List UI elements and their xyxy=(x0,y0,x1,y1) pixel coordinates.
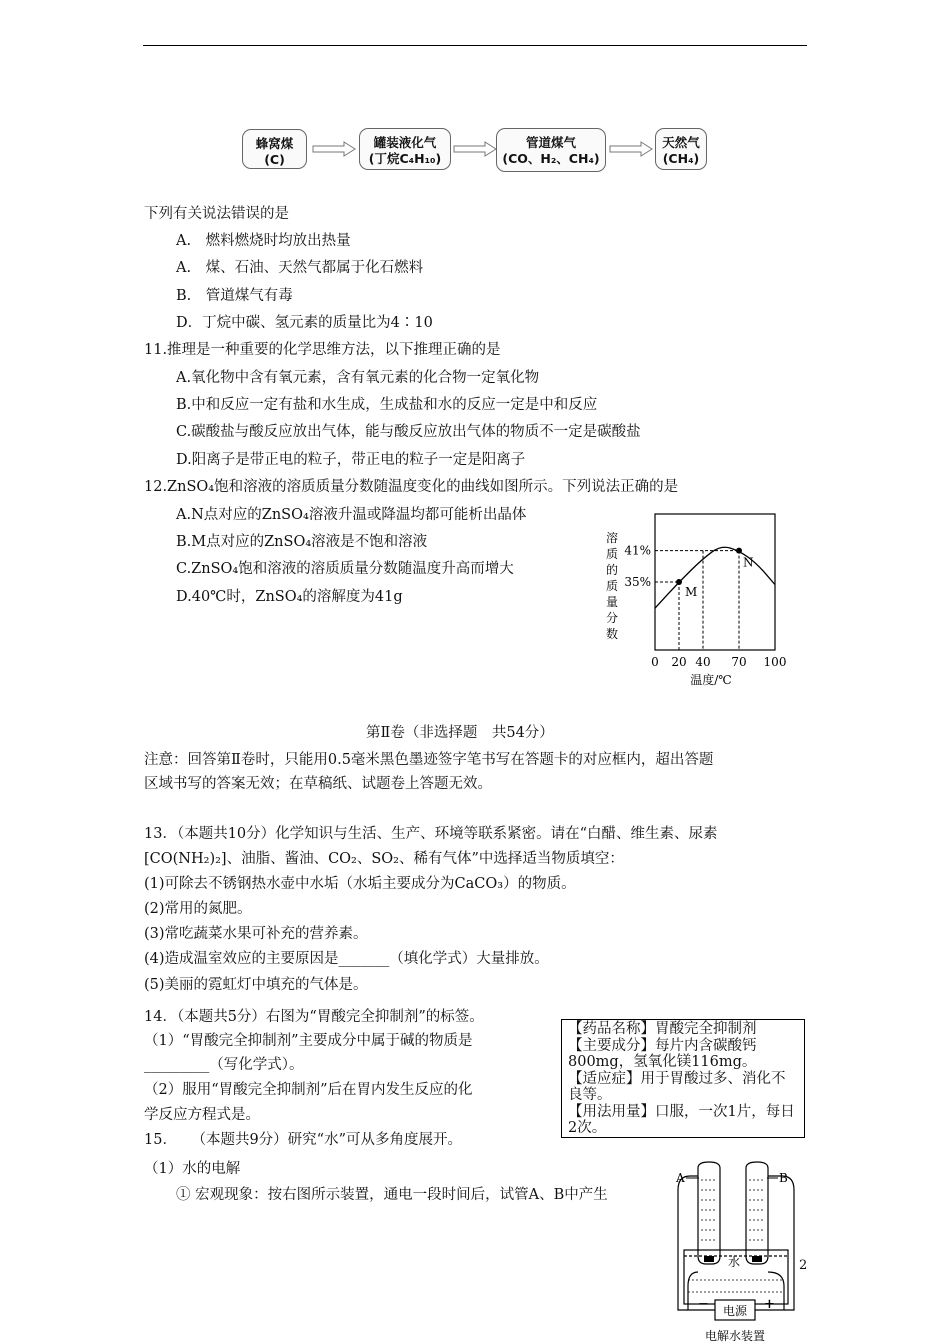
label-line: 【适应症】用于胃酸过多、消化不良等。 xyxy=(568,1070,786,1103)
arrow-icon xyxy=(609,141,653,157)
y-tick-label: 35% xyxy=(624,575,651,589)
arrow-icon xyxy=(312,141,356,157)
q15-sub: （1）水的电解 xyxy=(144,1161,241,1177)
q11-option: C.碳酸盐与酸反应放出气体，能与酸反应放出气体的物质不一定是碳酸盐 xyxy=(176,424,641,440)
q13-stem: 13．（本题共10分）化学知识与生活、生产、环境等联系紧密。请在“白醋、维生素、尿素 xyxy=(144,826,718,842)
q15-stem: 15． （本题共9分）研究“水”可从多角度展开。 xyxy=(144,1132,462,1148)
flow-box-coal-gas xyxy=(496,128,606,172)
part2-title: 第Ⅱ卷（非选择题 共54分） xyxy=(366,725,554,741)
part2-note: 区域书写的答案无效；在草稿纸、试题卷上答题无效。 xyxy=(144,776,492,792)
flow-box-title: 蜂窝煤 xyxy=(255,136,294,151)
flow-box-lpg xyxy=(359,128,451,170)
x-tick-label: 0 xyxy=(651,655,659,669)
q14-stem: 14．（本题共5分）右图为“胃酸完全抑制剂”的标签。 xyxy=(144,1009,484,1025)
y-label-char: 量 xyxy=(605,595,619,609)
y-axis-label xyxy=(606,530,618,641)
test-tube-a xyxy=(698,1162,720,1264)
label-line: 【药品名称】胃酸完全抑制剂 xyxy=(568,1021,757,1037)
electrode-right xyxy=(752,1256,762,1262)
q11-option: B.中和反应一定有盐和水生成，生成盐和水的反应一定是中和反应 xyxy=(176,397,598,413)
x-tick-label: 20 xyxy=(671,655,687,669)
q13-item: (1)可除去不锈钢热水壶中水垢（水垢主要成分为CaCO₃）的物质。 xyxy=(144,876,576,892)
arrow-icon xyxy=(453,141,497,157)
y-tick-label: 41% xyxy=(624,543,651,558)
guide-lines xyxy=(655,551,739,650)
plus-sign: + xyxy=(764,1297,775,1312)
q11-option: D.阳离子是带正电的粒子，带正电的粒子一定是阳离子 xyxy=(176,452,526,468)
x-tick-labels xyxy=(651,655,786,669)
y-label-char: 质 xyxy=(605,547,619,561)
tube-a-label: A xyxy=(676,1171,685,1185)
series-line xyxy=(655,547,775,608)
test-tube-b xyxy=(746,1162,768,1264)
y-label-char: 质 xyxy=(605,579,619,593)
flow-box-title: 天然气 xyxy=(662,135,700,150)
y-label-char: 的 xyxy=(605,563,619,577)
flow-box-title: 管道煤气 xyxy=(525,135,576,150)
y-label-char: 数 xyxy=(605,627,619,641)
flow-box-formula: (C) xyxy=(264,152,285,167)
flow-box-formula: (CO、H₂、CH₄) xyxy=(502,151,600,166)
label-line: 【主要成分】每片内含碳酸钙800mg，氢氧化镁116mg。 xyxy=(568,1037,757,1070)
y-tick-labels xyxy=(624,544,651,589)
label-line: 【用法用量】口服，一次1片，每日2次。 xyxy=(568,1103,795,1136)
y-label-char: 分 xyxy=(605,611,619,625)
q12-stem: 12.ZnSO₄饱和溶液的溶质质量分数随温度变化的曲线如图所示。下列说法正确的是 xyxy=(144,479,679,495)
point-label: N xyxy=(743,555,754,570)
q13-item: (2)常用的氮肥。 xyxy=(144,901,252,917)
x-tick-label: 40 xyxy=(695,655,711,669)
electrolysis-apparatus xyxy=(666,1160,806,1344)
x-tick-label: 70 xyxy=(731,655,747,669)
q14-line: 学反应方程式是。 xyxy=(144,1107,260,1123)
q12-option: A.N点对应的ZnSO₄溶液升温或降温均都可能析出晶体 xyxy=(176,507,527,523)
header-rule xyxy=(143,45,807,46)
q10-option: D．丁烷中碳、氢元素的质量比为4∶10 xyxy=(176,315,433,331)
flow-box-coal xyxy=(242,129,307,169)
point-label: M xyxy=(685,585,698,599)
q13-item: (3)常吃蔬菜水果可补充的营养素。 xyxy=(144,926,368,942)
point-m xyxy=(676,579,682,585)
page-number: 2 xyxy=(799,1258,808,1273)
q13-item: (5)美丽的霓虹灯中填充的气体是。 xyxy=(144,977,368,993)
q10-stem: 下列有关说法错误的是 xyxy=(144,206,289,222)
q11-stem: 11.推理是一种重要的化学思维方法，以下推理正确的是 xyxy=(144,342,501,358)
power-label: 电源 xyxy=(722,1304,748,1318)
q10-option: A. 煤、石油、天然气都属于化石燃料 xyxy=(176,260,424,276)
q12-option: B.M点对应的ZnSO₄溶液是不饱和溶液 xyxy=(176,534,428,550)
tube-b-label: B xyxy=(779,1171,788,1185)
y-label-char: 溶 xyxy=(605,531,619,545)
x-axis-label: 温度/℃ xyxy=(690,673,732,687)
q13-item: (4)造成温室效应的主要原因是_______（填化学式）大量排放。 xyxy=(144,951,549,967)
electrode-left xyxy=(704,1256,714,1262)
flow-box-title: 罐装液化气 xyxy=(373,135,437,150)
apparatus-caption: 电解水装置 xyxy=(704,1329,766,1343)
q12-option: D.40℃时，ZnSO₄的溶解度为41g xyxy=(176,589,403,605)
point-n xyxy=(736,548,742,554)
solubility-chart xyxy=(598,508,788,690)
q10-option: A. 燃料燃烧时均放出热量 xyxy=(176,233,351,249)
q14-line: _________（写化学式）。 xyxy=(144,1057,304,1073)
minus-sign: − xyxy=(698,1297,709,1312)
q10-option: B. 管道煤气有毒 xyxy=(176,288,293,304)
x-tick-label: 100 xyxy=(763,655,787,669)
q14-line: （1）“胃酸完全抑制剂”主要成分中属于碱的物质是 xyxy=(144,1033,473,1049)
part2-note: 注意：回答第Ⅱ卷时，只能用0.5毫米黑色墨迹签字笔书写在答题卡的对应框内，超出答题 xyxy=(144,752,714,768)
q12-option: C.ZnSO₄饱和溶液的溶质质量分数随温度升高而增大 xyxy=(176,561,514,577)
flow-box-formula: (丁烷C₄H₁₀) xyxy=(368,151,442,166)
q11-option: A.氧化物中含有氧元素，含有氧元素的化合物一定氧化物 xyxy=(176,370,540,386)
flow-box-formula: (CH₄) xyxy=(662,151,700,166)
q15-sub: ① 宏观现象：按右图所示装置，通电一段时间后，试管A、B中产生 xyxy=(176,1187,608,1203)
q13-stem: [CO(NH₂)₂]、油脂、酱油、CO₂、SO₂、稀有气体”中选择适当物质填空： xyxy=(144,851,624,867)
q14-line: （2）服用“胃酸完全抑制剂”后在胃内发生反应的化 xyxy=(144,1082,473,1098)
flow-box-natural-gas xyxy=(655,128,707,170)
medicine-label xyxy=(561,1019,805,1138)
water-label: 水 xyxy=(728,1255,741,1269)
